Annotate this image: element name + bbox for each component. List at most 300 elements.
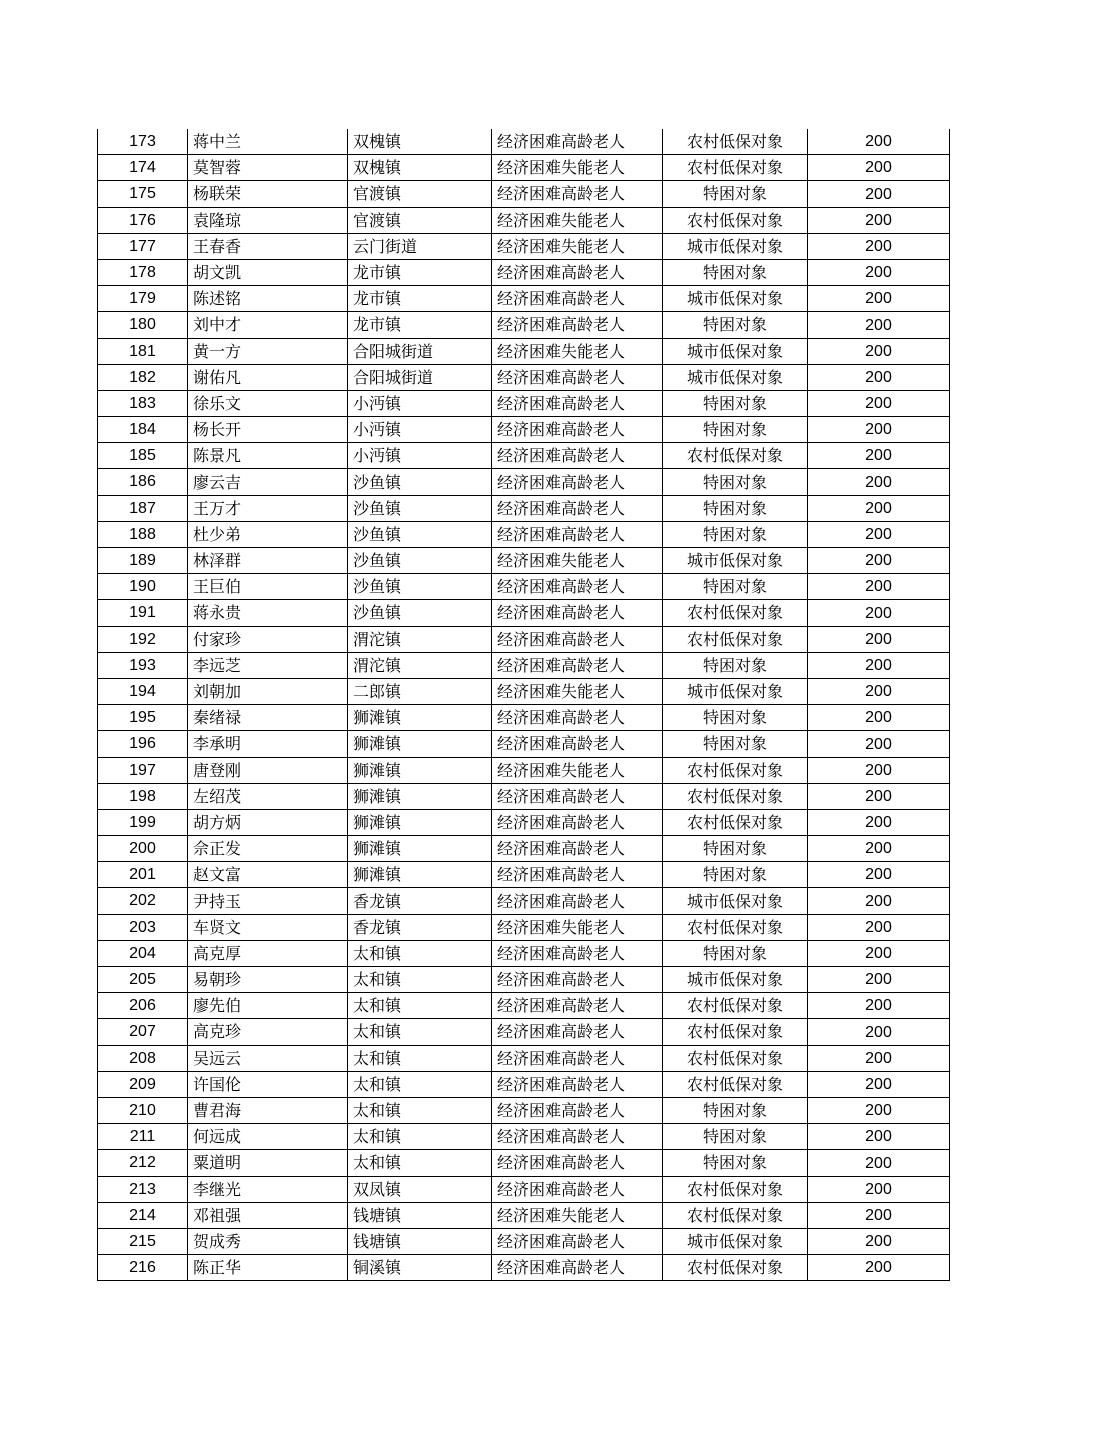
category-cell: 特困对象	[663, 652, 808, 678]
amount-cell: 200	[808, 443, 950, 469]
town-cell: 沙鱼镇	[348, 574, 492, 600]
row-number-cell: 206	[98, 993, 188, 1019]
row-number-cell: 209	[98, 1071, 188, 1097]
table-row	[98, 390, 950, 416]
name-cell: 杜少弟	[188, 521, 348, 547]
town-cell: 太和镇	[348, 1124, 492, 1150]
row-number-cell: 178	[98, 259, 188, 285]
type-cell: 经济困难高龄老人	[492, 940, 663, 966]
category-cell: 农村低保对象	[663, 600, 808, 626]
type-cell: 经济困难高龄老人	[492, 390, 663, 416]
table-row	[98, 757, 950, 783]
type-cell: 经济困难高龄老人	[492, 1176, 663, 1202]
name-cell: 王万才	[188, 495, 348, 521]
category-cell: 城市低保对象	[663, 286, 808, 312]
type-cell: 经济困难失能老人	[492, 338, 663, 364]
town-cell: 太和镇	[348, 993, 492, 1019]
row-number-cell: 189	[98, 548, 188, 574]
town-cell: 官渡镇	[348, 207, 492, 233]
category-cell: 特困对象	[663, 312, 808, 338]
town-cell: 太和镇	[348, 1071, 492, 1097]
row-number-cell: 184	[98, 417, 188, 443]
name-cell: 曹君海	[188, 1097, 348, 1123]
type-cell: 经济困难高龄老人	[492, 888, 663, 914]
row-number-cell: 207	[98, 1019, 188, 1045]
town-cell: 渭沱镇	[348, 626, 492, 652]
name-cell: 王巨伯	[188, 574, 348, 600]
table-row	[98, 181, 950, 207]
amount-cell: 200	[808, 600, 950, 626]
row-number-cell: 197	[98, 757, 188, 783]
table-row	[98, 600, 950, 626]
type-cell: 经济困难高龄老人	[492, 495, 663, 521]
type-cell: 经济困难高龄老人	[492, 626, 663, 652]
amount-cell: 200	[808, 286, 950, 312]
category-cell: 农村低保对象	[663, 993, 808, 1019]
type-cell: 经济困难失能老人	[492, 155, 663, 181]
category-cell: 农村低保对象	[663, 155, 808, 181]
town-cell: 小沔镇	[348, 390, 492, 416]
table-row	[98, 443, 950, 469]
amount-cell: 200	[808, 469, 950, 495]
type-cell: 经济困难高龄老人	[492, 469, 663, 495]
table-row	[98, 338, 950, 364]
table-row	[98, 521, 950, 547]
table-row	[98, 1097, 950, 1123]
table-row	[98, 783, 950, 809]
table-row	[98, 364, 950, 390]
table-row	[98, 1202, 950, 1228]
table-row	[98, 469, 950, 495]
row-number-cell: 173	[98, 129, 188, 155]
category-cell: 农村低保对象	[663, 626, 808, 652]
town-cell: 太和镇	[348, 1019, 492, 1045]
table-row	[98, 574, 950, 600]
town-cell: 合阳城街道	[348, 338, 492, 364]
amount-cell: 200	[808, 705, 950, 731]
type-cell: 经济困难高龄老人	[492, 1097, 663, 1123]
category-cell: 农村低保对象	[663, 783, 808, 809]
row-number-cell: 187	[98, 495, 188, 521]
amount-cell: 200	[808, 1124, 950, 1150]
row-number-cell: 190	[98, 574, 188, 600]
row-number-cell: 198	[98, 783, 188, 809]
town-cell: 铜溪镇	[348, 1255, 492, 1281]
table-row	[98, 914, 950, 940]
table-row	[98, 652, 950, 678]
row-number-cell: 201	[98, 862, 188, 888]
amount-cell: 200	[808, 1228, 950, 1254]
amount-cell: 200	[808, 1255, 950, 1281]
type-cell: 经济困难高龄老人	[492, 836, 663, 862]
name-cell: 谢佑凡	[188, 364, 348, 390]
row-number-cell: 180	[98, 312, 188, 338]
town-cell: 太和镇	[348, 1150, 492, 1176]
type-cell: 经济困难高龄老人	[492, 181, 663, 207]
name-cell: 左绍茂	[188, 783, 348, 809]
table-row	[98, 1150, 950, 1176]
type-cell: 经济困难高龄老人	[492, 574, 663, 600]
amount-cell: 200	[808, 731, 950, 757]
table-row	[98, 1228, 950, 1254]
row-number-cell: 181	[98, 338, 188, 364]
category-cell: 农村低保对象	[663, 207, 808, 233]
category-cell: 农村低保对象	[663, 1202, 808, 1228]
town-cell: 双槐镇	[348, 155, 492, 181]
table-body	[98, 129, 950, 1281]
category-cell: 农村低保对象	[663, 1255, 808, 1281]
table-row	[98, 548, 950, 574]
town-cell: 官渡镇	[348, 181, 492, 207]
row-number-cell: 204	[98, 940, 188, 966]
amount-cell: 200	[808, 574, 950, 600]
amount-cell: 200	[808, 967, 950, 993]
type-cell: 经济困难高龄老人	[492, 1045, 663, 1071]
table-row	[98, 626, 950, 652]
name-cell: 高克珍	[188, 1019, 348, 1045]
town-cell: 沙鱼镇	[348, 521, 492, 547]
amount-cell: 200	[808, 521, 950, 547]
type-cell: 经济困难高龄老人	[492, 600, 663, 626]
type-cell: 经济困难高龄老人	[492, 1255, 663, 1281]
amount-cell: 200	[808, 940, 950, 966]
category-cell: 城市低保对象	[663, 233, 808, 259]
amount-cell: 200	[808, 783, 950, 809]
row-number-cell: 179	[98, 286, 188, 312]
table-row	[98, 233, 950, 259]
row-number-cell: 203	[98, 914, 188, 940]
table-row	[98, 259, 950, 285]
row-number-cell: 174	[98, 155, 188, 181]
name-cell: 蒋永贵	[188, 600, 348, 626]
category-cell: 农村低保对象	[663, 1045, 808, 1071]
name-cell: 赵文富	[188, 862, 348, 888]
town-cell: 香龙镇	[348, 914, 492, 940]
table-row	[98, 286, 950, 312]
type-cell: 经济困难高龄老人	[492, 993, 663, 1019]
type-cell: 经济困难高龄老人	[492, 364, 663, 390]
name-cell: 徐乐文	[188, 390, 348, 416]
name-cell: 莫智蓉	[188, 155, 348, 181]
row-number-cell: 200	[98, 836, 188, 862]
amount-cell: 200	[808, 417, 950, 443]
row-number-cell: 215	[98, 1228, 188, 1254]
amount-cell: 200	[808, 364, 950, 390]
name-cell: 黄一方	[188, 338, 348, 364]
category-cell: 农村低保对象	[663, 914, 808, 940]
name-cell: 刘朝加	[188, 678, 348, 704]
row-number-cell: 177	[98, 233, 188, 259]
amount-cell: 200	[808, 1202, 950, 1228]
name-cell: 许国伦	[188, 1071, 348, 1097]
name-cell: 尹持玉	[188, 888, 348, 914]
town-cell: 渭沱镇	[348, 652, 492, 678]
type-cell: 经济困难高龄老人	[492, 1228, 663, 1254]
category-cell: 城市低保对象	[663, 678, 808, 704]
category-cell: 特困对象	[663, 731, 808, 757]
table-row	[98, 1255, 950, 1281]
table-row	[98, 1071, 950, 1097]
category-cell: 特困对象	[663, 862, 808, 888]
row-number-cell: 205	[98, 967, 188, 993]
type-cell: 经济困难失能老人	[492, 207, 663, 233]
name-cell: 高克厚	[188, 940, 348, 966]
category-cell: 农村低保对象	[663, 809, 808, 835]
category-cell: 城市低保对象	[663, 967, 808, 993]
type-cell: 经济困难高龄老人	[492, 129, 663, 155]
table-row	[98, 967, 950, 993]
table-row	[98, 993, 950, 1019]
town-cell: 合阳城街道	[348, 364, 492, 390]
category-cell: 特困对象	[663, 469, 808, 495]
name-cell: 李继光	[188, 1176, 348, 1202]
name-cell: 王春香	[188, 233, 348, 259]
amount-cell: 200	[808, 1045, 950, 1071]
type-cell: 经济困难失能老人	[492, 757, 663, 783]
town-cell: 狮滩镇	[348, 836, 492, 862]
name-cell: 佘正发	[188, 836, 348, 862]
amount-cell: 200	[808, 1176, 950, 1202]
town-cell: 小沔镇	[348, 417, 492, 443]
type-cell: 经济困难高龄老人	[492, 286, 663, 312]
table-row	[98, 705, 950, 731]
type-cell: 经济困难高龄老人	[492, 443, 663, 469]
name-cell: 杨长开	[188, 417, 348, 443]
category-cell: 农村低保对象	[663, 757, 808, 783]
town-cell: 钱塘镇	[348, 1202, 492, 1228]
type-cell: 经济困难高龄老人	[492, 1124, 663, 1150]
category-cell: 特困对象	[663, 1124, 808, 1150]
town-cell: 沙鱼镇	[348, 548, 492, 574]
row-number-cell: 208	[98, 1045, 188, 1071]
town-cell: 太和镇	[348, 1097, 492, 1123]
row-number-cell: 195	[98, 705, 188, 731]
amount-cell: 200	[808, 1071, 950, 1097]
category-cell: 特困对象	[663, 495, 808, 521]
type-cell: 经济困难高龄老人	[492, 1071, 663, 1097]
category-cell: 农村低保对象	[663, 1019, 808, 1045]
name-cell: 杨联荣	[188, 181, 348, 207]
row-number-cell: 196	[98, 731, 188, 757]
type-cell: 经济困难失能老人	[492, 233, 663, 259]
name-cell: 廖云吉	[188, 469, 348, 495]
row-number-cell: 216	[98, 1255, 188, 1281]
category-cell: 城市低保对象	[663, 338, 808, 364]
type-cell: 经济困难高龄老人	[492, 521, 663, 547]
amount-cell: 200	[808, 678, 950, 704]
town-cell: 小沔镇	[348, 443, 492, 469]
category-cell: 特困对象	[663, 574, 808, 600]
name-cell: 胡文凯	[188, 259, 348, 285]
town-cell: 云门街道	[348, 233, 492, 259]
name-cell: 陈正华	[188, 1255, 348, 1281]
name-cell: 何远成	[188, 1124, 348, 1150]
type-cell: 经济困难高龄老人	[492, 312, 663, 338]
town-cell: 狮滩镇	[348, 757, 492, 783]
table-row	[98, 129, 950, 155]
amount-cell: 200	[808, 1019, 950, 1045]
category-cell: 城市低保对象	[663, 364, 808, 390]
row-number-cell: 176	[98, 207, 188, 233]
name-cell: 蒋中兰	[188, 129, 348, 155]
table-row	[98, 495, 950, 521]
amount-cell: 200	[808, 626, 950, 652]
type-cell: 经济困难高龄老人	[492, 417, 663, 443]
name-cell: 车贤文	[188, 914, 348, 940]
row-number-cell: 213	[98, 1176, 188, 1202]
amount-cell: 200	[808, 390, 950, 416]
name-cell: 林泽群	[188, 548, 348, 574]
row-number-cell: 193	[98, 652, 188, 678]
type-cell: 经济困难高龄老人	[492, 705, 663, 731]
amount-cell: 200	[808, 809, 950, 835]
table-row	[98, 1176, 950, 1202]
town-cell: 龙市镇	[348, 312, 492, 338]
amount-cell: 200	[808, 155, 950, 181]
row-number-cell: 211	[98, 1124, 188, 1150]
amount-cell: 200	[808, 312, 950, 338]
category-cell: 农村低保对象	[663, 1176, 808, 1202]
amount-cell: 200	[808, 233, 950, 259]
town-cell: 狮滩镇	[348, 809, 492, 835]
amount-cell: 200	[808, 757, 950, 783]
type-cell: 经济困难高龄老人	[492, 731, 663, 757]
name-cell: 陈述铭	[188, 286, 348, 312]
category-cell: 城市低保对象	[663, 548, 808, 574]
town-cell: 狮滩镇	[348, 705, 492, 731]
amount-cell: 200	[808, 888, 950, 914]
town-cell: 狮滩镇	[348, 783, 492, 809]
amount-cell: 200	[808, 652, 950, 678]
town-cell: 太和镇	[348, 1045, 492, 1071]
amount-cell: 200	[808, 181, 950, 207]
table-row	[98, 836, 950, 862]
row-number-cell: 210	[98, 1097, 188, 1123]
name-cell: 唐登刚	[188, 757, 348, 783]
category-cell: 特困对象	[663, 836, 808, 862]
name-cell: 贺成秀	[188, 1228, 348, 1254]
type-cell: 经济困难高龄老人	[492, 1019, 663, 1045]
table-row	[98, 862, 950, 888]
row-number-cell: 199	[98, 809, 188, 835]
town-cell: 龙市镇	[348, 259, 492, 285]
category-cell: 特困对象	[663, 705, 808, 731]
town-cell: 沙鱼镇	[348, 469, 492, 495]
amount-cell: 200	[808, 129, 950, 155]
table-row	[98, 155, 950, 181]
amount-cell: 200	[808, 993, 950, 1019]
data-table	[97, 129, 950, 1281]
amount-cell: 200	[808, 495, 950, 521]
row-number-cell: 188	[98, 521, 188, 547]
town-cell: 沙鱼镇	[348, 495, 492, 521]
name-cell: 廖先伯	[188, 993, 348, 1019]
table-row	[98, 312, 950, 338]
row-number-cell: 212	[98, 1150, 188, 1176]
town-cell: 双槐镇	[348, 129, 492, 155]
row-number-cell: 202	[98, 888, 188, 914]
name-cell: 刘中才	[188, 312, 348, 338]
type-cell: 经济困难高龄老人	[492, 1150, 663, 1176]
category-cell: 农村低保对象	[663, 1071, 808, 1097]
table-row	[98, 731, 950, 757]
table-row	[98, 678, 950, 704]
amount-cell: 200	[808, 836, 950, 862]
town-cell: 太和镇	[348, 967, 492, 993]
name-cell: 付家珍	[188, 626, 348, 652]
amount-cell: 200	[808, 548, 950, 574]
category-cell: 特困对象	[663, 181, 808, 207]
name-cell: 陈景凡	[188, 443, 348, 469]
amount-cell: 200	[808, 914, 950, 940]
name-cell: 李远芝	[188, 652, 348, 678]
town-cell: 太和镇	[348, 940, 492, 966]
table-row	[98, 888, 950, 914]
name-cell: 李承明	[188, 731, 348, 757]
category-cell: 特困对象	[663, 1097, 808, 1123]
town-cell: 狮滩镇	[348, 862, 492, 888]
type-cell: 经济困难失能老人	[492, 914, 663, 940]
town-cell: 沙鱼镇	[348, 600, 492, 626]
name-cell: 吴远云	[188, 1045, 348, 1071]
name-cell: 邓祖强	[188, 1202, 348, 1228]
town-cell: 香龙镇	[348, 888, 492, 914]
town-cell: 二郎镇	[348, 678, 492, 704]
category-cell: 农村低保对象	[663, 443, 808, 469]
name-cell: 袁隆琼	[188, 207, 348, 233]
type-cell: 经济困难高龄老人	[492, 783, 663, 809]
row-number-cell: 182	[98, 364, 188, 390]
name-cell: 易朝珍	[188, 967, 348, 993]
row-number-cell: 191	[98, 600, 188, 626]
amount-cell: 200	[808, 207, 950, 233]
type-cell: 经济困难高龄老人	[492, 652, 663, 678]
table-row	[98, 417, 950, 443]
row-number-cell: 214	[98, 1202, 188, 1228]
table-row	[98, 1124, 950, 1150]
type-cell: 经济困难高龄老人	[492, 862, 663, 888]
town-cell: 龙市镇	[348, 286, 492, 312]
category-cell: 城市低保对象	[663, 1228, 808, 1254]
amount-cell: 200	[808, 338, 950, 364]
type-cell: 经济困难高龄老人	[492, 967, 663, 993]
type-cell: 经济困难失能老人	[492, 548, 663, 574]
table-row	[98, 207, 950, 233]
category-cell: 城市低保对象	[663, 888, 808, 914]
category-cell: 特困对象	[663, 390, 808, 416]
row-number-cell: 192	[98, 626, 188, 652]
type-cell: 经济困难失能老人	[492, 678, 663, 704]
category-cell: 特困对象	[663, 417, 808, 443]
category-cell: 特困对象	[663, 521, 808, 547]
amount-cell: 200	[808, 1097, 950, 1123]
amount-cell: 200	[808, 259, 950, 285]
table-row	[98, 1019, 950, 1045]
row-number-cell: 183	[98, 390, 188, 416]
type-cell: 经济困难高龄老人	[492, 809, 663, 835]
category-cell: 特困对象	[663, 940, 808, 966]
name-cell: 胡方炳	[188, 809, 348, 835]
category-cell: 农村低保对象	[663, 129, 808, 155]
row-number-cell: 185	[98, 443, 188, 469]
category-cell: 特困对象	[663, 1150, 808, 1176]
amount-cell: 200	[808, 862, 950, 888]
town-cell: 钱塘镇	[348, 1228, 492, 1254]
town-cell: 狮滩镇	[348, 731, 492, 757]
name-cell: 秦绪禄	[188, 705, 348, 731]
table-row	[98, 809, 950, 835]
row-number-cell: 186	[98, 469, 188, 495]
